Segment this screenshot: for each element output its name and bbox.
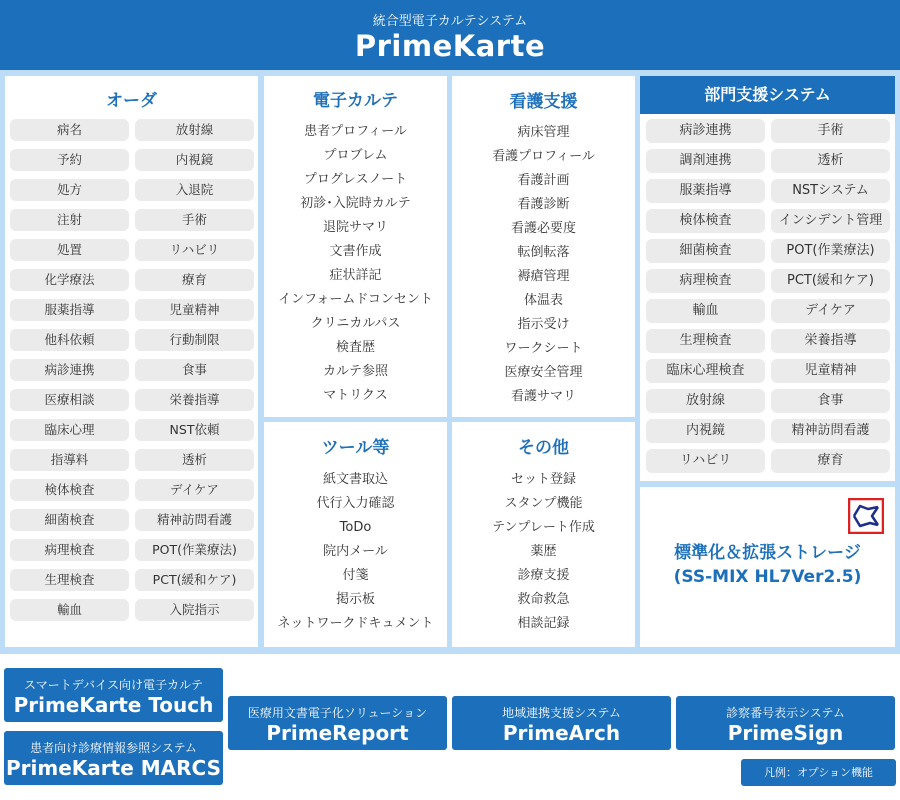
order-panel — [5, 76, 258, 647]
order-item: 精神訪問看護 — [135, 509, 254, 531]
emr-item: 患者プロフィール — [304, 124, 407, 139]
emr-item: マトリクス — [323, 388, 388, 403]
department-items — [646, 119, 890, 473]
department-item: 療育 — [771, 449, 890, 473]
others-item: 薬歴 — [530, 544, 557, 559]
product-touch-name: PrimeKarte Touch — [13, 693, 214, 717]
department-item: 食事 — [771, 389, 890, 413]
nursing-item: 体温表 — [523, 293, 563, 308]
tools-item: 代行入力確認 — [316, 496, 395, 511]
department-item: 児童精神 — [771, 359, 890, 383]
department-item: PCT(緩和ケア) — [771, 269, 890, 293]
order-item: 医療相談 — [10, 389, 129, 411]
order-item: 病診連携 — [10, 359, 129, 381]
department-item: 透析 — [771, 149, 890, 173]
department-item: 服薬指導 — [646, 179, 765, 203]
storage-title-line2: (SS-MIX HL7Ver2.5) — [673, 567, 862, 587]
system-subtitle: 統合型電子カルテシステム — [372, 14, 528, 29]
system-title: PrimeKarte — [354, 29, 546, 63]
product-primearch — [452, 696, 671, 750]
order-item: 服薬指導 — [10, 299, 129, 321]
order-item: 透析 — [135, 449, 254, 471]
others-panel — [452, 422, 635, 647]
order-item: PCT(緩和ケア) — [135, 569, 254, 591]
order-item: 処方 — [10, 179, 129, 201]
product-primereport — [228, 696, 447, 750]
tools-item: 紙文書取込 — [322, 472, 388, 487]
department-item: 輸血 — [646, 299, 765, 323]
others-item: 診療支援 — [517, 568, 570, 583]
department-item: デイケア — [771, 299, 890, 323]
order-item: NST依頼 — [135, 419, 254, 441]
product-marcs-name: PrimeKarte MARCS — [6, 756, 221, 780]
order-item: 療育 — [135, 269, 254, 291]
order-item: 放射線 — [135, 119, 254, 141]
storage-title-line1: 標準化＆拡張ストレージ — [674, 543, 861, 563]
order-item: デイケア — [135, 479, 254, 501]
order-item: 他科依頼 — [10, 329, 129, 351]
department-item: POT(作業療法) — [771, 239, 890, 263]
nursing-item: 看護診断 — [517, 197, 570, 212]
others-item: スタンプ機能 — [504, 496, 583, 511]
emr-item: インフォームドコンセント — [278, 292, 433, 307]
order-item: 病理検査 — [10, 539, 129, 561]
department-item: 検体検査 — [646, 209, 765, 233]
order-item: 検体検査 — [10, 479, 129, 501]
order-item: 内視鏡 — [135, 149, 254, 171]
emr-panel — [264, 76, 447, 417]
order-item: POT(作業療法) — [135, 539, 254, 561]
order-item: 化学療法 — [10, 269, 129, 291]
nursing-item: 看護計画 — [517, 173, 570, 188]
department-item: 生理検査 — [646, 329, 765, 353]
emr-item: 検査歴 — [335, 340, 375, 355]
order-title: オーダ — [106, 91, 157, 111]
emr-item: プロブレム — [323, 148, 388, 163]
others-item: セット登録 — [510, 472, 576, 487]
department-item: インシデント管理 — [771, 209, 890, 233]
nursing-items — [452, 121, 635, 409]
nursing-item: 褥瘡管理 — [517, 269, 570, 284]
emr-item: 症状詳記 — [329, 268, 382, 283]
order-item: 栄養指導 — [135, 389, 254, 411]
department-item: 栄養指導 — [771, 329, 890, 353]
order-item: 生理検査 — [10, 569, 129, 591]
department-item: 病診連携 — [646, 119, 765, 143]
department-item: NSTシステム — [771, 179, 890, 203]
product-arch-subtitle: 地域連携支援システム — [502, 706, 621, 720]
order-item: 輸血 — [10, 599, 129, 621]
product-primesign — [676, 696, 895, 750]
emr-item: 文書作成 — [329, 244, 382, 259]
tools-items — [264, 468, 447, 636]
nursing-panel — [452, 76, 635, 417]
order-item: 食事 — [135, 359, 254, 381]
tools-item: 院内メール — [323, 544, 388, 559]
emr-items — [264, 120, 447, 408]
nursing-item: 看護プロフィール — [492, 149, 595, 164]
nursing-item: 医療安全管理 — [504, 365, 583, 380]
nursing-item: 看護必要度 — [510, 221, 576, 236]
tools-title: ツール等 — [321, 438, 390, 458]
product-report-subtitle: 医療用文書電子化ソリューション — [247, 706, 428, 720]
emr-item: 退院サマリ — [322, 220, 388, 235]
department-panel — [640, 76, 895, 481]
tools-item: ToDo — [339, 520, 372, 535]
order-items — [10, 119, 254, 621]
others-items — [452, 468, 635, 636]
order-item: 行動制限 — [135, 329, 254, 351]
department-item: 細菌検査 — [646, 239, 765, 263]
department-item: 放射線 — [646, 389, 765, 413]
order-item: 病名 — [10, 119, 129, 141]
nursing-item: 看護サマリ — [510, 389, 576, 404]
order-item: 予約 — [10, 149, 129, 171]
department-item: リハビリ — [646, 449, 765, 473]
department-item: 調剤連携 — [646, 149, 765, 173]
product-primekarte-marcs — [4, 731, 223, 785]
department-item: 内視鏡 — [646, 419, 765, 443]
order-item: 臨床心理 — [10, 419, 129, 441]
others-title: その他 — [518, 438, 569, 458]
emr-item: クリニカルパス — [310, 316, 401, 331]
department-item: 精神訪問看護 — [771, 419, 890, 443]
order-item: 処置 — [10, 239, 129, 261]
emr-title: 電子カルテ — [313, 91, 398, 111]
product-arch-name: PrimeArch — [502, 721, 621, 745]
department-title: 部門支援システム — [640, 76, 895, 114]
nursing-item: 病床管理 — [517, 125, 570, 140]
tools-item: 付箋 — [342, 568, 369, 583]
order-item: 入退院 — [135, 179, 254, 201]
emr-item: 初診･入院時カルテ — [300, 196, 411, 211]
legend-option-badge: 凡例：オプション機能 — [741, 759, 896, 786]
order-item: 注射 — [10, 209, 129, 231]
system-header — [0, 0, 900, 70]
order-item: リハビリ — [135, 239, 254, 261]
product-marcs-subtitle: 患者向け診療情報参照システム — [30, 741, 197, 755]
nursing-title: 看護支援 — [509, 92, 578, 112]
order-item: 手術 — [135, 209, 254, 231]
others-item: 救命救急 — [517, 592, 570, 607]
tools-item: ネットワークドキュメント — [277, 616, 434, 631]
product-sign-name: PrimeSign — [727, 721, 844, 745]
department-item: 臨床心理検査 — [646, 359, 765, 383]
nursing-item: 転倒転落 — [517, 245, 570, 260]
tools-panel — [264, 422, 447, 647]
others-item: テンプレート作成 — [492, 520, 595, 535]
order-item: 指導料 — [10, 449, 129, 471]
ss-mix-logo-icon — [848, 498, 884, 534]
product-report-name: PrimeReport — [266, 721, 409, 745]
product-sign-subtitle: 診察番号表示システム — [726, 706, 845, 720]
others-item: 相談記録 — [517, 616, 570, 631]
product-primekarte-touch — [4, 668, 223, 722]
order-item: 児童精神 — [135, 299, 254, 321]
emr-item: プログレスノート — [303, 172, 408, 187]
order-item: 細菌検査 — [10, 509, 129, 531]
emr-item: カルテ参照 — [322, 364, 388, 379]
product-touch-subtitle: スマートデバイス向け電子カルテ — [24, 678, 203, 692]
department-item: 病理検査 — [646, 269, 765, 293]
nursing-item: 指示受け — [517, 317, 570, 332]
nursing-item: ワークシート — [504, 341, 583, 356]
order-item: 入院指示 — [135, 599, 254, 621]
department-item: 手術 — [771, 119, 890, 143]
tools-item: 掲示板 — [335, 592, 375, 607]
storage-panel — [640, 487, 895, 647]
